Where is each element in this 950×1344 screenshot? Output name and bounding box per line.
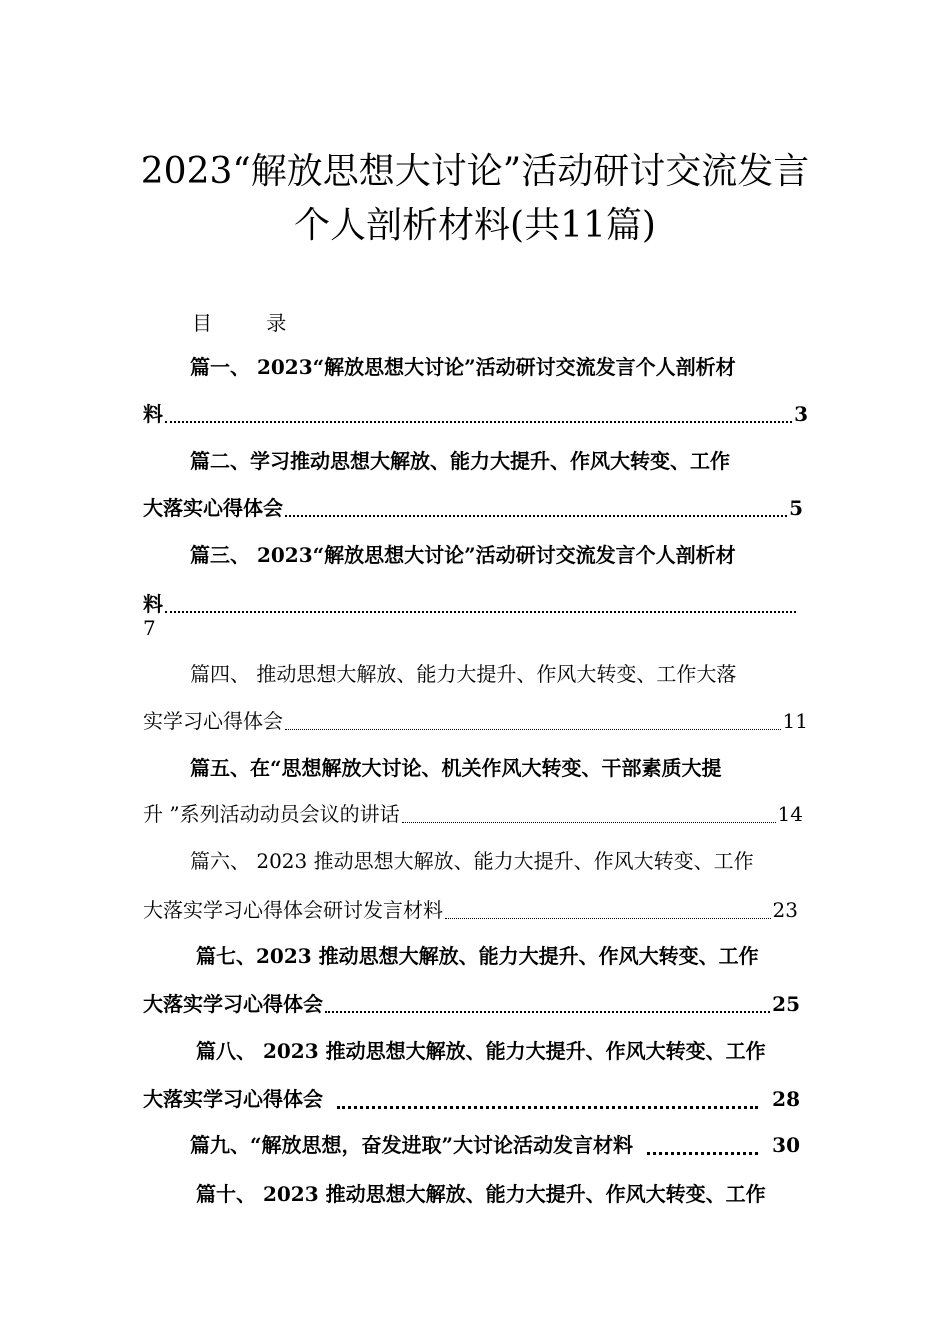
toc-entry-9-text: 篇九、“解放思想，奋发进取”大讨论活动发言材料 — [190, 1133, 634, 1157]
toc-entry-6-line1: 篇六、 2023 推动思想大解放、能力大提升、作风大转变、工作 — [190, 849, 754, 873]
toc-leader-dots — [165, 611, 796, 613]
toc-entry-1-page: 3 — [794, 402, 808, 426]
document-title-line2: 个人剖析材料(共11篇) — [294, 205, 656, 246]
toc-entry-9-page: 30 — [772, 1133, 800, 1157]
toc-entry-1-line1: 篇一、 2023“解放思想大讨论”活动研讨交流发言个人剖析材 — [190, 355, 736, 379]
toc-leader-dots — [285, 729, 781, 730]
toc-entry-5-line2 — [143, 800, 803, 828]
toc-entry-2-text: 大落实心得体会 — [143, 496, 283, 520]
toc-entry-3-page: 7 — [143, 616, 156, 640]
toc-leader-dots — [165, 421, 792, 423]
toc-entry-3-line1: 篇三、 2023“解放思想大讨论”活动研讨交流发言个人剖析材 — [190, 543, 736, 567]
toc-entry-6-page: 23 — [772, 898, 798, 922]
toc-entry-5-line1: 篇五、在“思想解放大讨论、机关作风大转变、干部素质大提 — [190, 756, 722, 780]
toc-entry-6-line2 — [143, 896, 798, 924]
toc-entry-7-text: 大落实学习心得体会 — [143, 992, 323, 1016]
toc-leader-dots — [647, 1152, 758, 1155]
document-title-line1: 2023“解放思想大讨论”活动研讨交流发言 — [140, 151, 810, 192]
toc-entry-2-line2 — [143, 494, 803, 522]
toc-leader-dots — [337, 1106, 758, 1109]
toc-entry-7-page: 25 — [772, 992, 800, 1016]
toc-leader-dots — [402, 822, 776, 823]
toc-leader-dots — [285, 515, 787, 517]
toc-entry-4-page: 11 — [782, 709, 808, 733]
toc-entry-7-line1: 篇七、2023 推动思想大解放、能力大提升、作风大转变、工作 — [196, 944, 759, 968]
toc-entry-2-page: 5 — [789, 496, 803, 520]
toc-entry-2-line1: 篇二、学习推动思想大解放、能力大提升、作风大转变、工作 — [190, 449, 730, 473]
toc-entry-4-line2 — [143, 707, 808, 735]
toc-entry-5-text: 升 ”系列活动动员会议的讲话 — [143, 802, 400, 826]
toc-entry-1-text: 料 — [143, 402, 163, 426]
toc-entry-9 — [190, 1131, 800, 1159]
toc-entry-10-line1: 篇十、 2023 推动思想大解放、能力大提升、作风大转变、工作 — [196, 1182, 766, 1206]
toc-entry-4-line1: 篇四、 推动思想大解放、能力大提升、作风大转变、工作大落 — [190, 662, 737, 686]
toc-heading: 目 录 — [192, 311, 311, 335]
toc-entry-1-line2 — [143, 400, 808, 428]
toc-entry-3-text: 料 — [143, 592, 163, 616]
toc-entry-8-page: 28 — [772, 1087, 800, 1111]
toc-leader-dots — [325, 1011, 770, 1013]
toc-entry-8-line1: 篇八、 2023 推动思想大解放、能力大提升、作风大转变、工作 — [196, 1039, 766, 1063]
toc-entry-8-text: 大落实学习心得体会 — [143, 1087, 323, 1111]
toc-entry-4-text: 实学习心得体会 — [143, 709, 283, 733]
toc-entry-6-text: 大落实学习心得体会研讨发言材料 — [143, 898, 443, 922]
toc-entry-8-line2 — [143, 1085, 800, 1113]
toc-entry-3-line2 — [143, 590, 798, 618]
toc-leader-dots — [445, 918, 771, 919]
toc-entry-5-page: 14 — [777, 802, 803, 826]
toc-entry-7-line2 — [143, 990, 800, 1018]
